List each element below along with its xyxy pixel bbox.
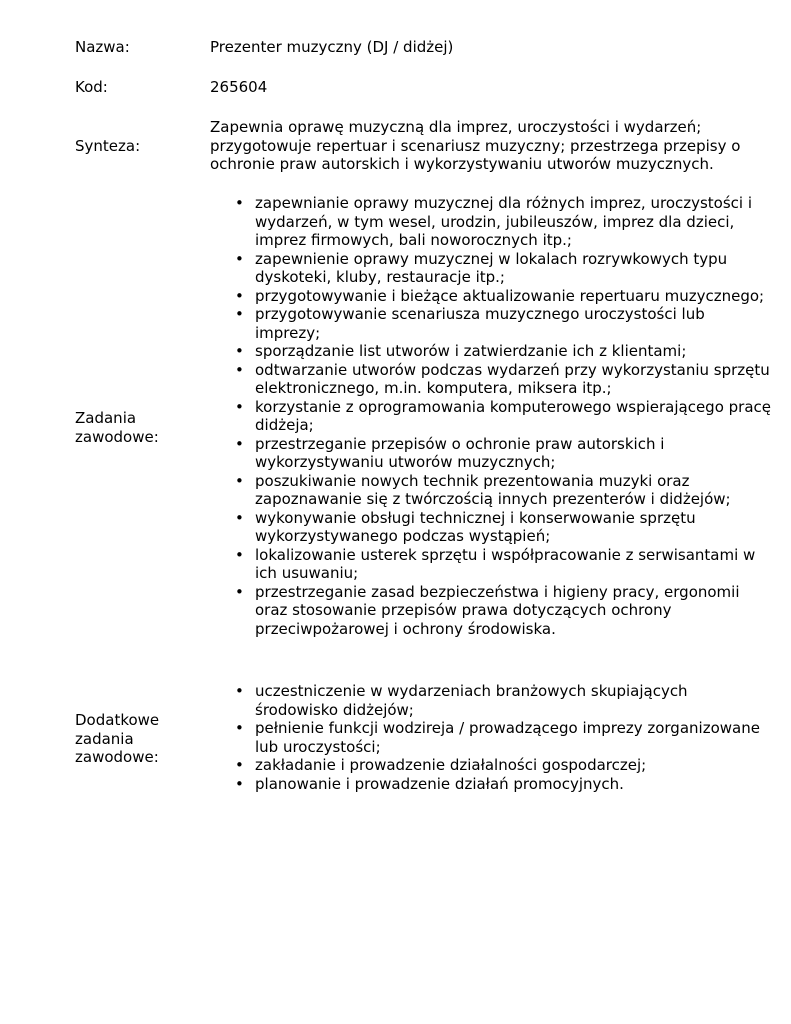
list-item: • wykonywanie obsługi technicznej i konserwowanie sprzętu wykorzystywanego podczas wystąpień; xyxy=(232,509,772,546)
list-item: • przygotowywanie scenariusza muzycznego uroczystości lub imprezy; xyxy=(232,305,772,342)
additional-tasks-label: Dodatkowe zadania zawodowe: xyxy=(75,711,160,766)
list-item: • pełnienie funkcji wodzireja / prowadzącego imprezy zorganizowane lub uroczystości; xyxy=(232,719,772,756)
list-item: • przygotowywanie i bieżące aktualizowanie repertuaru muzycznego; xyxy=(232,287,772,306)
code-label: Kod: xyxy=(75,78,108,96)
name-label: Nazwa: xyxy=(75,38,130,56)
list-item: • poszukiwanie nowych technik prezentowania muzyki oraz zapoznawanie się z twórczością innych prezenterów i didżejów; xyxy=(232,472,772,509)
list-item: • zakładanie i prowadzenie działalności gospodarczej; xyxy=(232,756,772,775)
list-item: • uczestniczenie w wydarzeniach branżowych skupiających środowisko didżejów; xyxy=(232,682,772,719)
list-item: • przestrzeganie zasad bezpieczeństwa i higieny pracy, ergonomii oraz stosowanie przepisów prawa dotyczących ochrony przeciwpożarowej i ochrony środowiska. xyxy=(232,583,772,639)
list-item: • zapewnienie oprawy muzycznej w lokalach rozrywkowych typu dyskoteki, kluby, restauracje itp.; xyxy=(232,250,772,287)
list-item: • lokalizowanie usterek sprzętu i współpracowanie z serwisantami w ich usuwaniu; xyxy=(232,546,772,583)
additional-tasks-list xyxy=(232,682,772,793)
list-item: • przestrzeganie przepisów o ochronie praw autorskich i wykorzystywaniu utworów muzycznych; xyxy=(232,435,772,472)
tasks-label: Zadania zawodowe: xyxy=(75,409,159,446)
synthesis-label: Synteza: xyxy=(75,137,141,155)
tasks-list xyxy=(232,194,772,638)
list-item: • odtwarzanie utworów podczas wydarzeń przy wykorzystaniu sprzętu elektronicznego, m.in. komputera, miksera itp.; xyxy=(232,361,772,398)
code-value: 265604 xyxy=(210,78,268,96)
list-item: • zapewnianie oprawy muzycznej dla różnych imprez, uroczystości i wydarzeń, w tym wesel, urodzin, jubileuszów, imprez dla dzieci, imprez firmowych, bali noworocznych itp.; xyxy=(232,194,772,250)
name-value: Prezenter muzyczny (DJ / didżej) xyxy=(210,38,454,56)
list-item: • korzystanie z oprogramowania komputerowego wspierającego pracę didżeja; xyxy=(232,398,772,435)
list-item: • sporządzanie list utworów i zatwierdzanie ich z klientami; xyxy=(232,342,772,361)
synthesis-value: Zapewnia oprawę muzyczną dla imprez, uroczystości i wydarzeń; przygotowuje repertuar i scenariusz muzyczny; przestrzega przepisy o ochronie praw autorskich i wykorzystywaniu utworów muzycznych. xyxy=(210,118,741,173)
list-item: • planowanie i prowadzenie działań promocyjnych. xyxy=(232,775,772,794)
